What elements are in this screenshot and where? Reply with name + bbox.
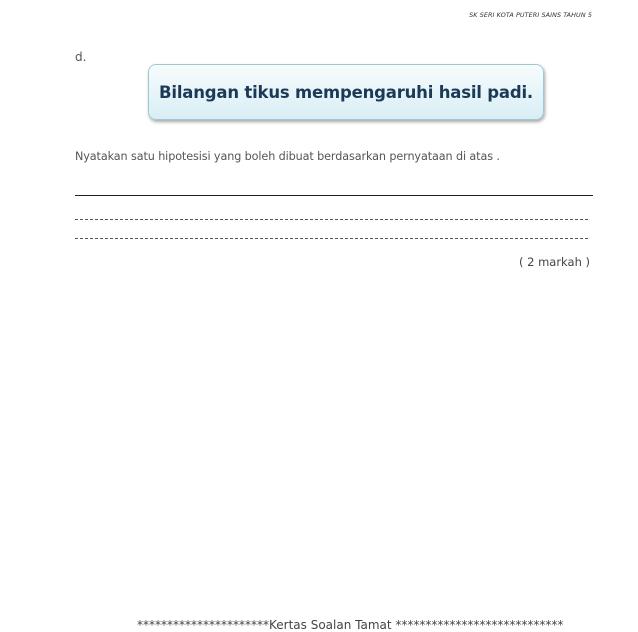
question-label: d. <box>75 50 87 64</box>
question-text: Nyatakan satu hipotesisi yang boleh dibuat berdasarkan pernyataan di atas . <box>75 150 500 163</box>
answer-line <box>75 195 593 196</box>
answer-line <box>75 238 588 239</box>
statement-box <box>148 64 544 120</box>
footer-text: **********************Kertas Soalan Tamat **************************** <box>137 618 564 632</box>
page-header: SK SERI KOTA PUTERI SAINS TAHUN 5 <box>469 11 592 19</box>
answer-line <box>75 219 588 220</box>
statement-text: Bilangan tikus mempengaruhi hasil padi. <box>159 82 533 102</box>
marks-label: ( 2 markah ) <box>518 255 590 269</box>
